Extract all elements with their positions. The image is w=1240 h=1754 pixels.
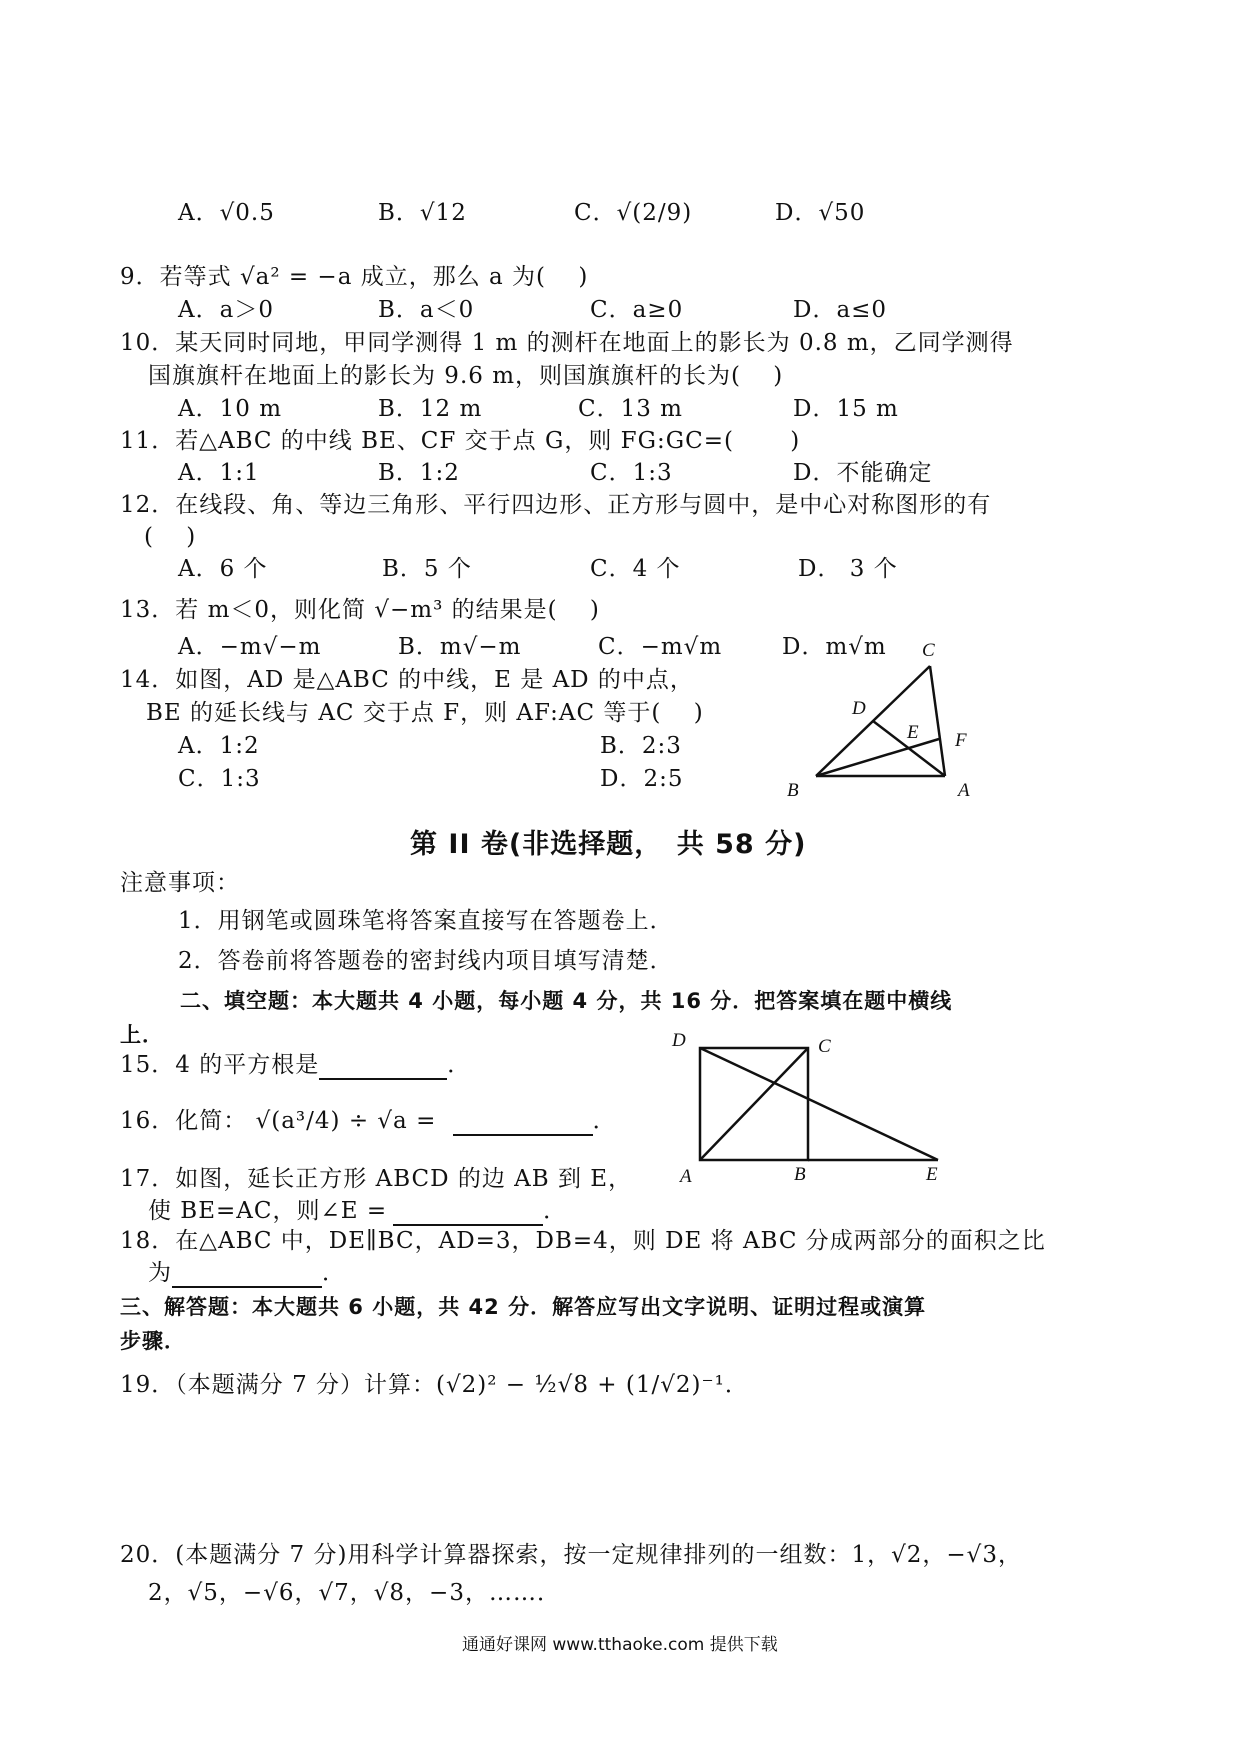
q8-option-c: C．√(2/9): [574, 200, 693, 226]
footer-credit: 通通好课网 www.tthaoke.com 提供下载: [462, 1635, 778, 1655]
q18-answer-blank[interactable]: [172, 1262, 322, 1288]
q15-prefix: 15．4 的平方根是: [120, 1052, 320, 1078]
q12-stem-line2: ( ): [144, 524, 197, 550]
q9-option-d: D．a≤0: [793, 297, 888, 323]
q12-stem-line1: 12．在线段、角、等边三角形、平行四边形、正方形与圆中，是中心对称图形的有: [120, 492, 992, 518]
q17-label-a: A: [680, 1166, 692, 1187]
q14-option-b: B．2:3: [600, 733, 682, 759]
q9-stem: 9．若等式 √a² = −a 成立，那么 a 为( ): [120, 264, 589, 290]
q16: [120, 1106, 617, 1136]
q11-option-d: D．不能确定: [793, 460, 933, 486]
q8-option-d: D．√50: [775, 200, 866, 226]
q14-stem-line1: 14．如图，AD 是△ABC 的中线，E 是 AD 的中点，: [120, 667, 694, 693]
q15: [120, 1050, 471, 1080]
q15-answer-blank[interactable]: [319, 1054, 447, 1080]
q14-option-d: D．2:5: [600, 766, 684, 792]
q12-option-d: D． 3 个: [798, 556, 898, 582]
q17-line2: [148, 1196, 567, 1226]
q17-diagonal-ac: [700, 1048, 808, 1160]
q14-label-b: B: [787, 780, 799, 801]
q17-suffix: ．: [543, 1198, 568, 1224]
q19: [120, 1370, 749, 1400]
q18-line1: 18．在△ABC 中，DE∥BC，AD=3，DB=4，则 DE 将 ABC 分成两部分的面积之比: [120, 1228, 1046, 1254]
q16-answer-blank[interactable]: [453, 1110, 593, 1136]
q14-label-c: C: [922, 640, 935, 661]
q20-line2: 2，√5，−√6，√7，√8，−3，……．: [148, 1580, 561, 1606]
q13-option-d: D．m√m: [782, 634, 887, 660]
q11-option-a: A．1:1: [178, 460, 260, 486]
q17-label-d: D: [672, 1030, 686, 1051]
q14-label-d: D: [852, 698, 866, 719]
note-2: 2．答卷前将答题卷的密封线内项目填写清楚．: [178, 948, 674, 974]
q14-side-ca: [930, 666, 945, 776]
q10-option-c: C．13 m: [578, 396, 683, 422]
part3-heading-line1: 三、解答题：本大题共 6 小题，共 42 分．解答应写出文字说明、证明过程或演算: [120, 1295, 927, 1319]
q12-option-b: B．5 个: [382, 556, 472, 582]
part3-heading-line2: 步骤．: [120, 1329, 186, 1353]
q13-option-c: C．−m√m: [598, 634, 723, 660]
q9-option-b: B．a＜0: [378, 297, 475, 323]
q11-option-c: C．1:3: [590, 460, 673, 486]
q14-stem-line2: BE 的延长线与 AC 交于点 F，则 AF:AC 等于( ): [146, 700, 704, 726]
q17-line2-prefix: 使 BE=AC，则∠E =: [148, 1198, 388, 1224]
q12-option-c: C．4 个: [590, 556, 681, 582]
q9-option-c: C．a≥0: [590, 297, 684, 323]
q15-suffix: ．: [447, 1052, 472, 1078]
q8-option-b: B．√12: [378, 200, 467, 226]
q16-prefix: 16．化简：: [120, 1108, 248, 1134]
q11-option-b: B．1:2: [378, 460, 460, 486]
q18-line2: [148, 1258, 346, 1288]
q12-option-a: A．6 个: [178, 556, 268, 582]
q10-option-b: B．12 m: [378, 396, 483, 422]
q10-option-d: D．15 m: [793, 396, 899, 422]
q14-triangle-figure: [800, 640, 1040, 800]
q14-option-c: C．1:3: [178, 766, 261, 792]
note-1: 1．用钢笔或圆珠笔将答案直接写在答题卷上．: [178, 908, 674, 934]
q13-stem: 13．若 m＜0，则化简 √−m³ 的结果是( ): [120, 597, 600, 623]
q20-line1: 20．(本题满分 7 分)用科学计算器探索，按一定规律排列的一组数：1，√2，−√3，: [120, 1542, 1022, 1568]
q18-line2-prefix: 为: [148, 1260, 172, 1286]
q10-stem-line1: 10．某天同时同地，甲同学测得 1 m 的测杆在地面上的影长为 0.8 m，乙同学测得: [120, 330, 1014, 356]
section2-title: 第 II 卷(非选择题， 共 58 分): [410, 829, 807, 860]
q17-answer-blank[interactable]: [393, 1200, 543, 1226]
q14-label-a: A: [958, 780, 970, 801]
part2-heading-line2: 上．: [120, 1023, 164, 1047]
q8-option-a: A．√0.5: [178, 200, 275, 226]
q10-stem-line2: 国旗旗杆在地面上的影长为 9.6 m，则国旗旗杆的长为( ): [148, 363, 784, 389]
q18-suffix: ．: [322, 1260, 346, 1286]
q16-suffix: ．: [592, 1108, 617, 1134]
q14-label-f: F: [955, 730, 967, 751]
q14-label-e: E: [907, 722, 919, 743]
q14-option-a: A．1:2: [178, 733, 260, 759]
q13-option-a: A．−m√−m: [178, 634, 322, 660]
q11-stem: 11．若△ABC 的中线 BE、CF 交于点 G，则 FG:GC=( ): [120, 428, 801, 454]
q16-expression: √(a³/4) ÷ √a =: [255, 1108, 437, 1134]
q17-label-c: C: [818, 1036, 831, 1057]
q19-prefix: 19．（本题满分 7 分）计算：: [120, 1372, 437, 1398]
q17-label-e: E: [926, 1164, 938, 1185]
q17-line1: 17．如图，延长正方形 ABCD 的边 AB 到 E，: [120, 1166, 633, 1192]
q13-option-b: B．m√−m: [398, 634, 522, 660]
q9-option-a: A．a＞0: [178, 297, 274, 323]
notes-heading: 注意事项：: [120, 870, 240, 896]
q17-line-de: [700, 1048, 938, 1160]
q17-label-b: B: [794, 1164, 806, 1185]
q10-option-a: A．10 m: [178, 396, 282, 422]
q19-expression: (√2)² − ½√8 + (1/√2)⁻¹．: [436, 1372, 749, 1398]
part2-heading-line1: 二、填空题：本大题共 4 小题，每小题 4 分，共 16 分．把答案填在题中横线: [180, 989, 953, 1013]
